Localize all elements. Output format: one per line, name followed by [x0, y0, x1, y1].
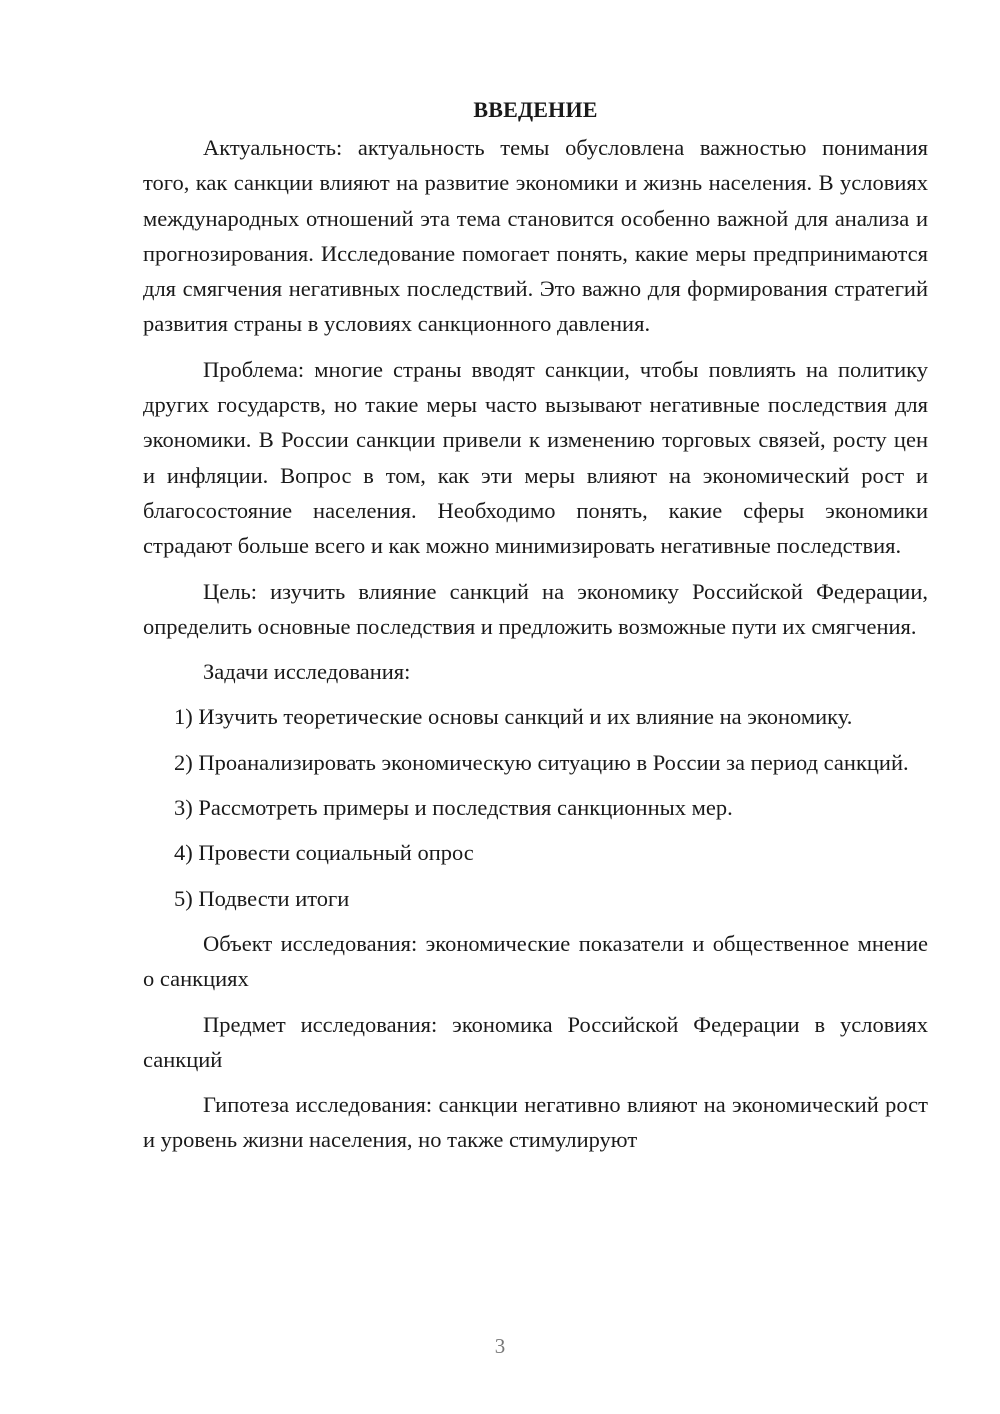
paragraph-goal: Цель: изучить влияние санкций на экономику Российской Федерации, определить основные последствия и предложить возможные пути их смягчения. [143, 578, 928, 639]
list-item: 1) Изучить теоретические основы санкций и их влияние на экономику. [174, 704, 853, 730]
list-item: 4) Провести социальный опрос [174, 840, 474, 866]
tasks-list [143, 699, 928, 915]
paragraph-subject: Предмет исследования: экономика Российской Федерации в условиях санкций [143, 1011, 928, 1072]
paragraph-tasks-heading: Задачи исследования: [203, 659, 411, 685]
paragraph-object: Объект исследования: экономические показатели и общественное мнение о санкциях [143, 930, 928, 992]
paragraph-problem: Проблема: многие страны вводят санкции, чтобы повлиять на политику других государств, но такие меры часто вызывают негативные последствия для экономики. В России санкции привели к изменению торговых связей, росту цен и инфляции. Вопрос в том, как эти меры влияют на экономический рост и благосостояние населения. Необходимо понять, какие сферы экономики страдают больше всего и как можно минимизировать негативные последствия. [143, 356, 928, 559]
document-title: ВВЕДЕНИЕ [473, 97, 598, 122]
paragraph-hypothesis: Гипотеза исследования: санкции негативно влияют на экономический рост и уровень жизни населения, но также стимулируют [143, 1092, 928, 1153]
list-item: 5) Подвести итоги [174, 885, 350, 911]
paragraph-relevance: Актуальность: актуальность темы обусловлена важностью понимания того, как санкции влияют на развитие экономики и жизнь населения. В условиях международных отношений эта тема становится особенно важной для анализа и прогнозирования. Исследование помогает понять, какие меры предпринимаются для смягчения негативных последствий. Это важно для формирования стратегий развития страны в условиях санкционного давления. [143, 135, 928, 337]
document-page [143, 92, 928, 1158]
list-item: 2) Проанализировать экономическую ситуацию в России за период санкций. [174, 749, 909, 775]
page-number: 3 [494, 1334, 506, 1358]
list-item: 3) Рассмотреть примеры и последствия санкционных мер. [174, 795, 733, 821]
